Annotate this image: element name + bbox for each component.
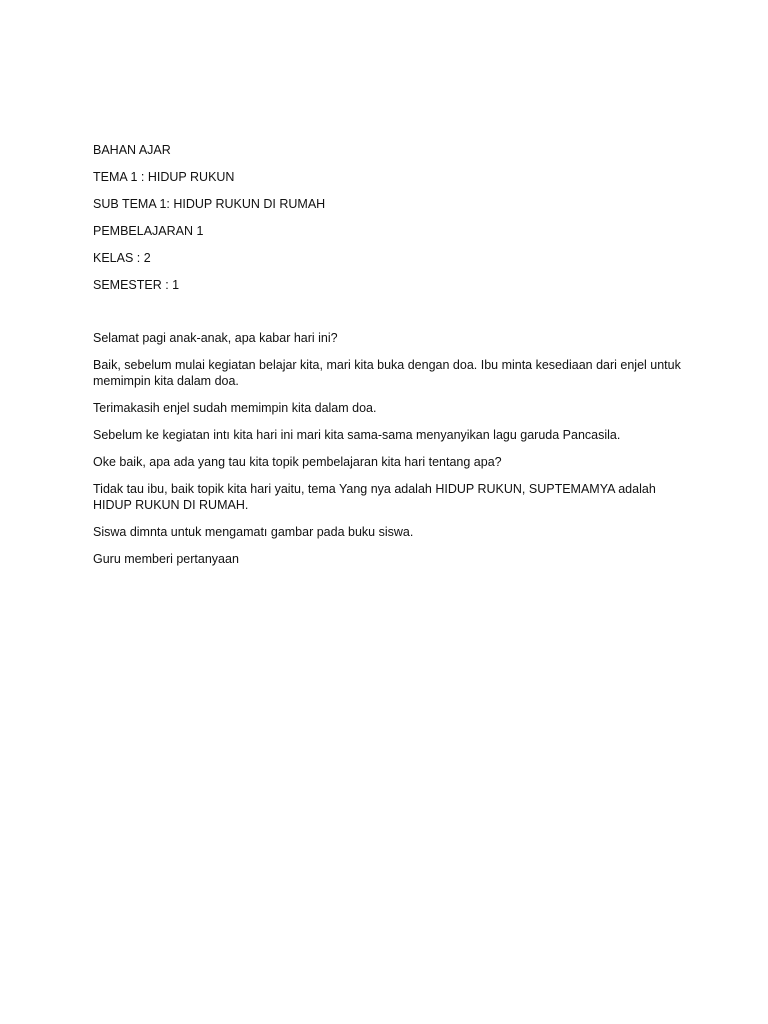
paragraph-greeting: Selamat pagi anak-anak, apa kabar hari ini? [93,331,338,345]
paragraph-teacher: Guru memberi pertanyaan [93,552,239,566]
kelas-line: KELAS : 2 [93,251,151,265]
tema-line: TEMA 1 : HIDUP RUKUN [93,170,235,184]
paragraph-thanks: Terimakasih enjel sudah memimpin kita dalam doa. [93,401,377,415]
pembelajaran-line: PEMBELAJARAN 1 [93,224,204,238]
paragraph-topic: Tidak tau ibu, baik topik kita hari yaitu, tema Yang nya adalah HIDUP RUKUN, SUPTEMAMYA adalah HIDUP RUKUN DI RUMAH. [93,482,656,512]
section-spacer [93,304,693,330]
paragraph-song: Sebelum ke kegiatan intı kita hari ini mari kita sama-sama menyanyikan lagu garuda Pancasila. [93,428,621,442]
paragraph-question: Oke baik, apa ada yang tau kita topik pembelajaran kita hari tentang apa? [93,455,502,469]
paragraph-observe: Siswa dimnta untuk mengamatı gambar pada buku siswa. [93,525,414,539]
document-content [93,142,693,578]
semester-line: SEMESTER : 1 [93,278,180,292]
paragraph-prayer: Baik, sebelum mulai kegiatan belajar kita, mari kita buka dengan doa. Ibu minta kesediaan dari enjel untuk memimpin kita dalam doa. [93,358,681,388]
doc-title: BAHAN AJAR [93,143,171,157]
subtema-line: SUB TEMA 1: HIDUP RUKUN DI RUMAH [93,197,326,211]
